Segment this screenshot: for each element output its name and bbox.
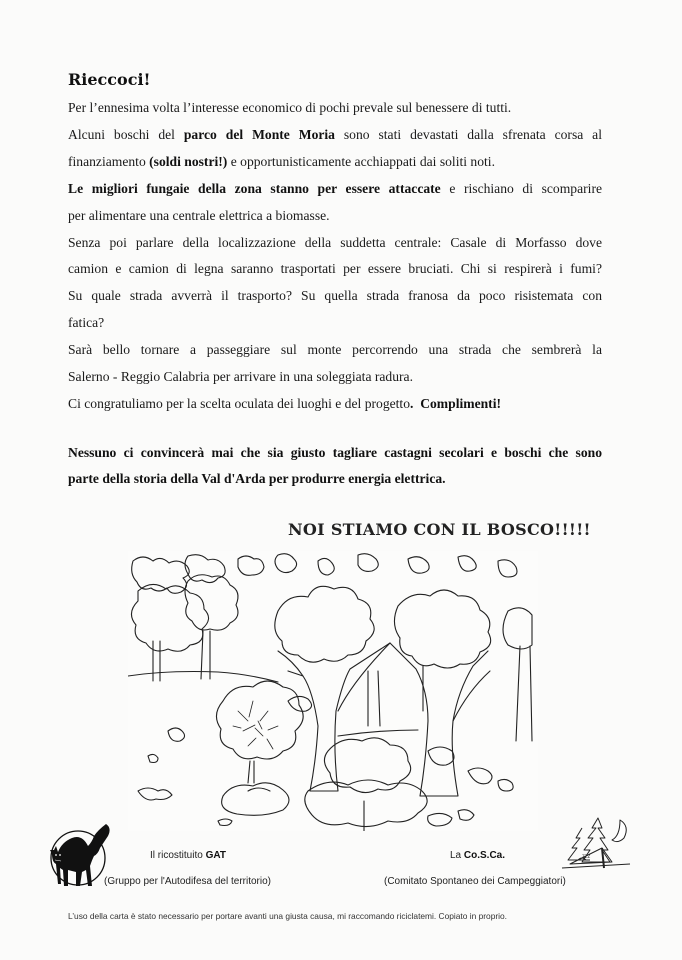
paragraph-line — [68, 99, 602, 117]
statement-line-row — [68, 470, 602, 488]
paragraph-line — [68, 395, 602, 413]
paragraph-line — [68, 126, 602, 144]
svg-text:ZZZ: ZZZ — [582, 854, 591, 859]
statement-line-row — [68, 444, 602, 462]
text-run: Su quale strada avverrà il trasporto? Su quella strada franosa da poco risistemata con — [68, 288, 602, 304]
text-run: finanziamento — [68, 153, 150, 169]
cosca-org-name — [450, 850, 505, 861]
slogan-heading: NOI STIAMO CON IL BOSCO!!!!! — [288, 520, 591, 539]
paragraph-line — [68, 341, 602, 359]
statement-line: parte della storia della Val d'Arda per produrre energia elettrica. — [68, 471, 446, 486]
text-run: e opportunisticamente acchiappati dai soliti noti. — [227, 153, 495, 169]
paragraph-line — [68, 260, 602, 278]
bold-text: . Complimenti! — [410, 395, 501, 411]
text-run: Sarà bello tornare a passeggiare sul monte percorrendo una strada che sembrerà la — [68, 342, 602, 358]
recycle-note: L’uso della carta è stato necessario per portare avanti una giusta causa, mi raccomando riciclatemi. Copiato in proprio. — [68, 911, 507, 921]
gat-acronym: GAT — [205, 850, 226, 861]
cosca-acronym: Co.S.Ca. — [463, 850, 506, 861]
forest-illustration-icon — [128, 551, 538, 831]
text-run: sono stati devastati dalla sfrenata corsa al — [334, 126, 602, 142]
text-run: Alcuni boschi del — [68, 126, 184, 142]
paragraph-line — [68, 287, 602, 305]
gat-description: (Gruppo per l'Autodifesa del territorio) — [104, 876, 271, 887]
paragraph-line — [68, 314, 602, 332]
cosca-prefix: La — [450, 850, 464, 861]
text-run: Senza poi parlare della localizzazione della suddetta centrale: Casale di Morfasso dove — [68, 234, 602, 250]
paragraph-line — [68, 180, 602, 198]
bold-text: Le migliori fungaie della zona stanno per essere attaccate — [68, 180, 441, 196]
gat-org-name — [150, 850, 226, 861]
paragraph-line — [68, 207, 602, 225]
statement-line: Nessuno ci convincerà mai che sia giusto tagliare castagni secolari e boschi che sono — [68, 445, 602, 460]
gat-prefix: Il ricostituito — [150, 850, 206, 861]
paragraph-line — [68, 153, 602, 171]
text-run: e rischiano di scomparire — [440, 180, 602, 196]
cosca-description: (Comitato Spontaneo dei Campeggiatori) — [384, 876, 566, 887]
text-run: per alimentare una centrale elettrica a biomasse. — [68, 207, 330, 223]
text-run: camion e camion di legna saranno trasportati per essere bruciati. Chi si respirerà i fumi? — [68, 261, 602, 277]
text-run: Ci congratuliamo per la scelta oculata dei luoghi e del progetto — [68, 395, 410, 411]
text-run: Per l’ennesima volta l’interesse economico di pochi prevale sul benessere di tutti. — [68, 100, 512, 115]
text-run: fatica? — [68, 315, 105, 331]
paragraph-line — [68, 368, 602, 386]
paragraph-line — [68, 234, 602, 252]
tent-trees-moon-logo-icon — [560, 814, 632, 876]
bold-text: parco del Monte Moria — [183, 126, 335, 142]
bold-text: (soldi nostri!) — [149, 153, 228, 169]
document-title: Rieccoci! — [68, 70, 151, 89]
text-run: Salerno - Reggio Calabria per arrivare in una soleggiata radura. — [68, 369, 413, 384]
